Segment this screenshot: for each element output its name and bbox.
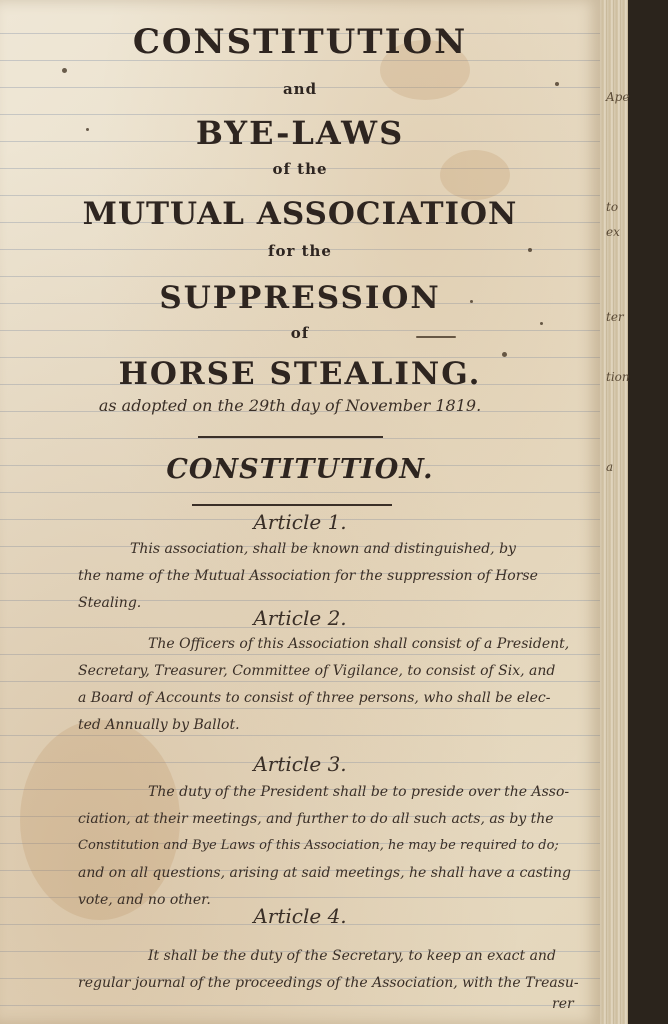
next-page-fragment: ter [606, 310, 624, 324]
next-page-fragment: to [606, 200, 619, 214]
article-1-line-2: the name of the Mutual Association for the suppression of Horse [78, 568, 538, 584]
next-page-fragments [602, 20, 630, 1000]
article-3-heading: Article 3. [253, 752, 347, 776]
adoption-note: as adopted on the 29th day of November 1819. [98, 396, 482, 415]
article-2-line-4: ted Annually by Ballot. [78, 717, 240, 733]
title-of: of [290, 324, 310, 342]
title-suppression: SUPPRESSION [159, 280, 441, 316]
article-3-line-5: vote, and no other. [78, 892, 211, 908]
ink-spot [62, 68, 67, 73]
article-3-line-1: The duty of the President shall be to preside over the Asso- [148, 784, 570, 800]
article-4-line-2: regular journal of the proceedings of the Association, with the Treasu- [78, 975, 579, 991]
next-page-fragment: a [606, 460, 614, 474]
title-for-the: for the [268, 242, 332, 260]
article-2-line-3: a Board of Accounts to consist of three persons, who shall be elec- [78, 690, 551, 706]
article-4-heading: Article 4. [253, 904, 347, 928]
title-bye-laws: BYE-LAWS [195, 114, 405, 152]
article-3-line-2: ciation, at their meetings, and further to do all such acts, as by the [78, 811, 554, 827]
next-page-fragment: tion [606, 370, 630, 384]
title-horse-stealing: HORSE STEALING. [118, 356, 482, 392]
title-and: and [282, 80, 318, 98]
article-2-line-1: The Officers of this Association shall consist of a President, [148, 636, 570, 652]
article-3-line-3: Constitution and Bye Laws of this Association, he may be required to do; [78, 838, 559, 853]
article-1-line-1: This association, shall be known and distinguished, by [130, 541, 516, 557]
heading-rule [192, 504, 392, 506]
article-1-line-3: Stealing. [78, 595, 142, 611]
article-2-heading: Article 2. [253, 606, 347, 630]
title-rule [198, 436, 383, 438]
article-3-line-4: and on all questions, arising at said meetings, he shall have a casting [78, 865, 571, 881]
next-page-fragment: ex [606, 225, 620, 239]
article-1-heading: Article 1. [253, 510, 347, 534]
next-page-fragment: Ape [606, 90, 630, 104]
article-2-line-2: Secretary, Treasurer, Committee of Vigilance, to consist of Six, and [78, 663, 556, 679]
title-mutual-association: MUTUAL ASSOCIATION [82, 196, 518, 232]
title-of-the: of the [272, 160, 328, 178]
section-heading-constitution: CONSTITUTION. [166, 454, 434, 485]
catchword: rer [552, 996, 574, 1012]
article-4-line-1: It shall be the duty of the Secretary, to keep an exact and [148, 948, 556, 964]
title-constitution: CONSTITUTION [132, 22, 468, 62]
